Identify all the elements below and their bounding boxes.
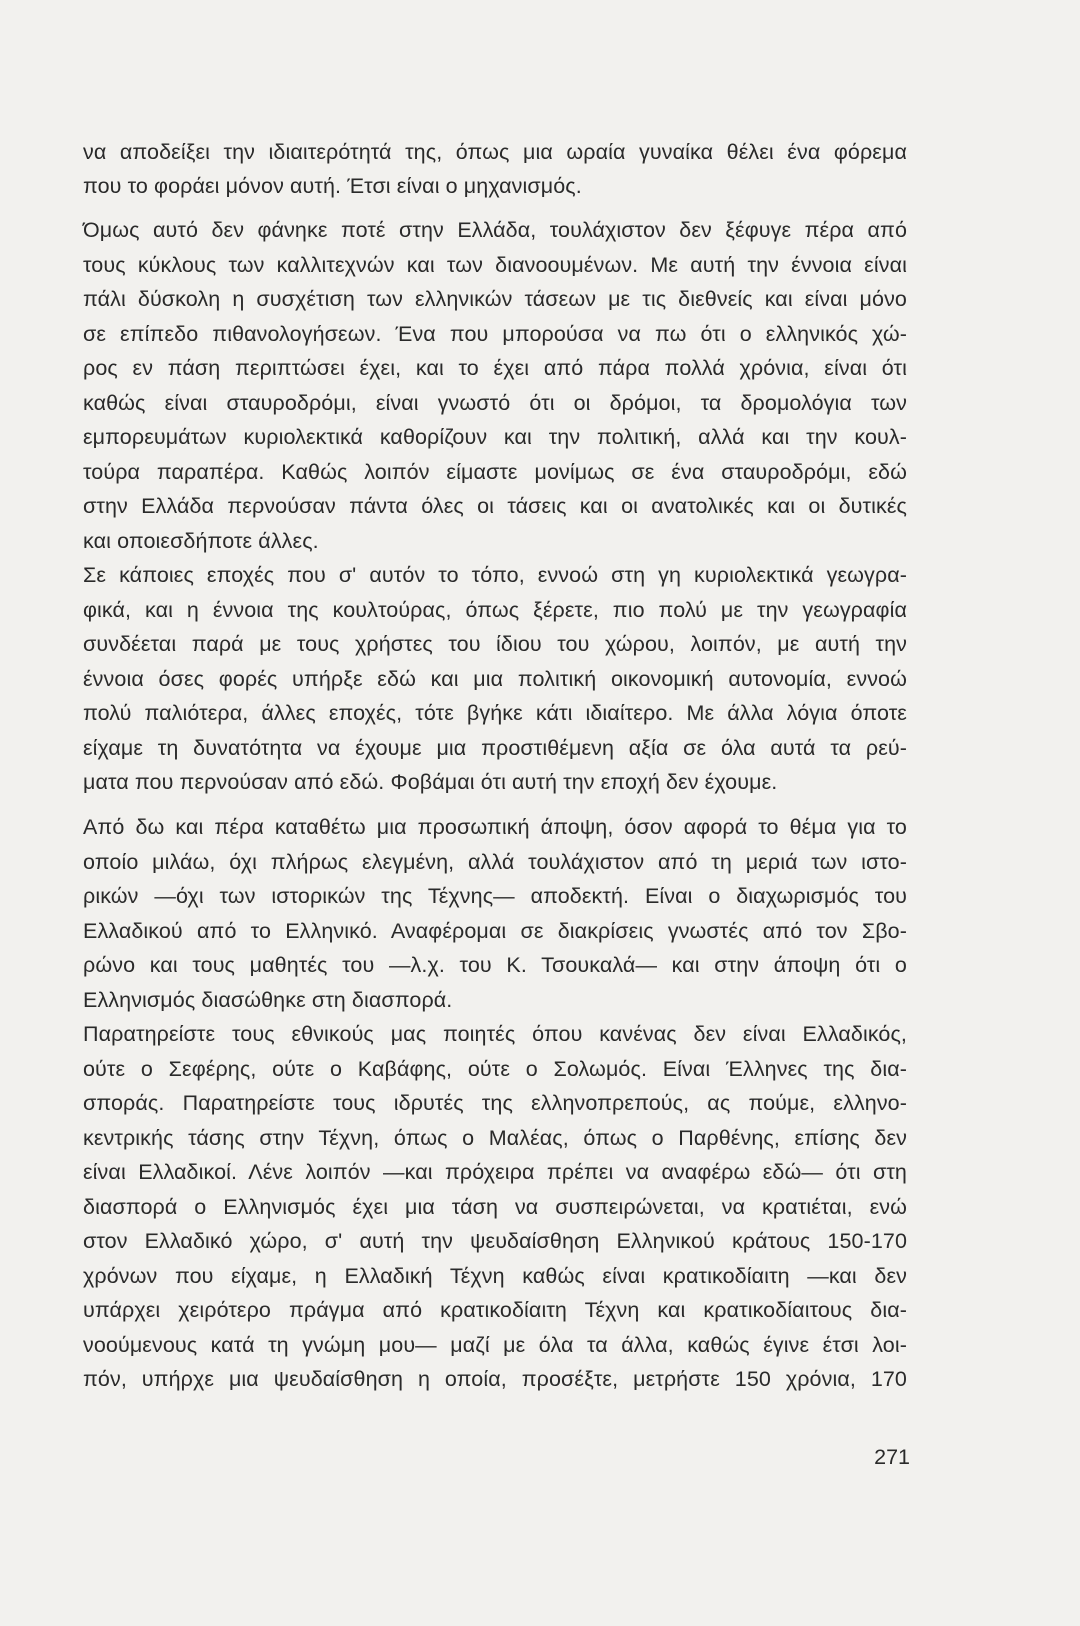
- text-line: Ελλαδικού από το Ελληνικό. Αναφέρομαι σε διακρίσεις γνωστές από τον Σβο-: [83, 918, 907, 943]
- text-line: σε επίπεδο πιθανολογήσεων. Ένα που μπορούσα να πω ότι ο ελληνικός χώ-: [83, 321, 907, 346]
- text-line: υπάρχει χειρότερο πράγμα από κρατικοδίαιτη Τέχνη και κρατικοδίαιτους δια-: [83, 1298, 907, 1322]
- text-line: Παρατηρείστε τους εθνικούς μας ποιητές όπου κανένας δεν είναι Ελλαδικός,: [83, 1022, 907, 1046]
- page-number: 271: [874, 1445, 910, 1469]
- text-line: ρος εν πάση περιπτώσει έχει, και το έχει από πάρα πολλά χρόνια, είναι ότι: [83, 356, 907, 380]
- text-line: να αποδείξει την ιδιαιτερότητά της, όπως μια ωραία γυναίκα θέλει ένα φόρεμα: [83, 140, 907, 164]
- text-line: φικά, και η έννοια της κουλτούρας, όπως ξέρετε, πιο πολύ με την γεωγραφία: [83, 597, 907, 622]
- text-line: που το φοράει μόνον αυτή. Έτσι είναι ο μηχανισμός.: [83, 174, 582, 198]
- paragraph-block-1: [83, 135, 907, 203]
- text-line: ρικών —όχι των ιστορικών της Τέχνης— αποδεκτή. Είναι ο διαχωρισμός του: [83, 884, 907, 908]
- text-line: Ελληνισμός διασώθηκε στη διασπορά.: [83, 987, 453, 1012]
- text-line: Από δω και πέρα καταθέτω μια προσωπική άποψη, όσον αφορά το θέμα για το: [83, 815, 907, 839]
- text-line: τούρα παραπέρα. Καθώς λοιπόν είμαστε μονίμως σε ένα σταυροδρόμι, εδώ: [83, 459, 907, 484]
- text-line: οποίο μιλάω, όχι πλήρως ελεγμένη, αλλά τουλάχιστον από τη μεριά των ιστο-: [83, 849, 907, 874]
- text-line: στην Ελλάδα περνούσαν πάντα όλες οι τάσεις και οι ανατολικές και οι δυτικές: [83, 494, 907, 518]
- text-line: Όμως αυτό δεν φάνηκε ποτέ στην Ελλάδα, τουλάχιστον δεν ξέφυγε πέρα από: [83, 218, 907, 242]
- text-line: νοούμενους κατά τη γνώμη μου— μαζί με όλα τα άλλα, καθώς έγινε έτσι λοι-: [83, 1332, 907, 1357]
- text-line: πάλι δύσκολη η συσχέτιση των ελληνικών τάσεων με τις διεθνείς και είναι μόνο: [83, 287, 907, 311]
- text-line: καθώς είναι σταυροδρόμι, είναι γνωστό ότι οι δρόμοι, τα δρομολόγια των: [83, 390, 907, 415]
- text-line: και οποιεσδήποτε άλλες.: [83, 528, 319, 553]
- text-line: συνδέεται παρά με τους χρήστες του ίδιου του χώρου, λοιπόν, με αυτή την: [83, 632, 907, 656]
- text-line: κεντρικής τάσης στην Τέχνη, όπως ο Μαλέας, όπως ο Παρθένης, επίσης δεν: [83, 1125, 907, 1150]
- text-line: εμπορευμάτων κυριολεκτικά καθορίζουν και την πολιτική, αλλά και την κουλ-: [83, 425, 907, 449]
- text-line: πόν, υπήρχε μια ψευδαίσθηση η οποία, προσέξτε, μετρήστε 150 χρόνια, 170: [83, 1367, 907, 1391]
- text-line: ρώνο και τους μαθητές του —λ.χ. του Κ. Τσουκαλά— και στην άποψη ότι ο: [83, 953, 907, 977]
- text-line: ματα που περνούσαν από εδώ. Φοβάμαι ότι αυτή την εποχή δεν έχουμε.: [83, 770, 778, 794]
- text-line: ούτε ο Σεφέρης, ούτε ο Καβάφης, ούτε ο Σολωμός. Είναι Έλληνες της δια-: [83, 1056, 907, 1081]
- paragraph-block-3: [83, 810, 907, 1397]
- text-line: είναι Ελλαδικοί. Λένε λοιπόν —και πρόχειρα πρέπει να αναφέρω εδώ— ότι στη: [83, 1160, 907, 1184]
- text-line: πολύ παλιότερα, άλλες εποχές, τότε βγήκε κάτι ιδιαίτερο. Με άλλα λόγια όποτε: [83, 701, 907, 725]
- text-line: είχαμε τη δυνατότητα να έχουμε μια προστιθέμενη αξία σε όλα αυτά τα ρεύ-: [83, 735, 907, 760]
- paragraph-block-2: [83, 213, 907, 800]
- text-line: διασπορά ο Ελληνισμός έχει μια τάση να συσπειρώνεται, να κρατιέται, ενώ: [83, 1194, 907, 1219]
- text-line: στον Ελλαδικό χώρο, σ' αυτή την ψευδαίσθηση Ελληνικού κράτους 150-170: [83, 1229, 907, 1253]
- text-line: Σε κάποιες εποχές που σ' αυτόν το τόπο, εννοώ στη γη κυριολεκτικά γεωγρα-: [83, 563, 907, 587]
- text-line: χρόνων που είχαμε, η Ελλαδική Τέχνη καθώς είναι κρατικοδίαιτη —και δεν: [83, 1263, 907, 1288]
- text-line: έννοια όσες φορές υπήρξε εδώ και μια πολιτική οικονομική αυτονομία, εννοώ: [83, 666, 907, 691]
- text-line: σποράς. Παρατηρείστε τους ιδρυτές της ελληνοπρεπούς, ας πούμε, ελληνο-: [83, 1091, 907, 1115]
- text-line: τους κύκλους των καλλιτεχνών και των διανοουμένων. Με αυτή την έννοια είναι: [83, 252, 907, 277]
